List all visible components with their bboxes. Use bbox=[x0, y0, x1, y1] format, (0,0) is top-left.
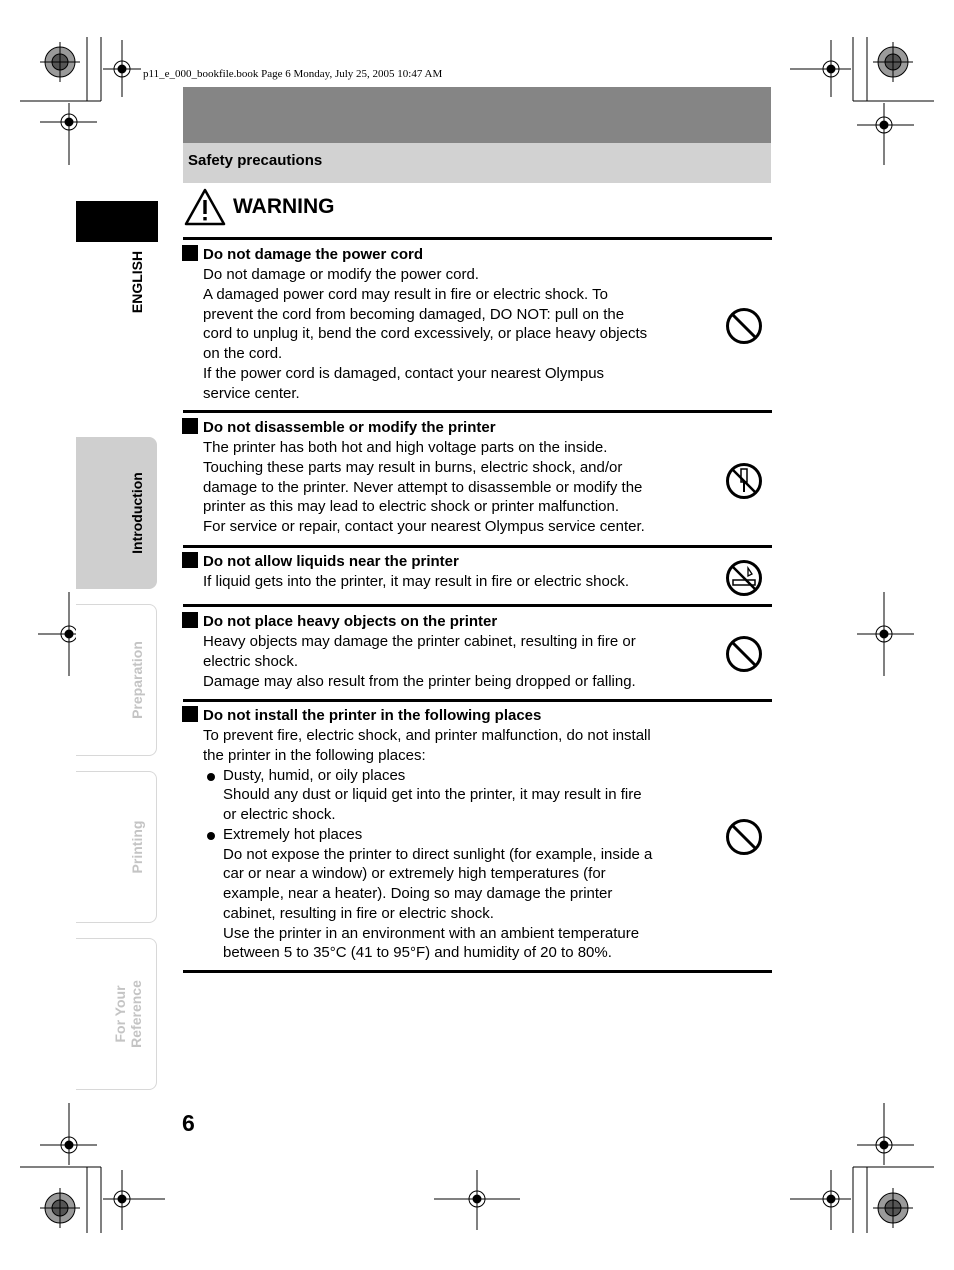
tab-preparation[interactable] bbox=[76, 604, 157, 756]
no-liquids-icon bbox=[724, 558, 764, 598]
no-disassembly-icon bbox=[724, 461, 764, 501]
body-line: The printer has both hot and high voltage parts on the inside. bbox=[203, 439, 608, 456]
bullet-square bbox=[182, 245, 198, 261]
body-line: Do not damage or modify the power cord. bbox=[203, 266, 479, 283]
body-line: A damaged power cord may result in fire or electric shock. To bbox=[203, 285, 608, 303]
tab-printing-label: Printing bbox=[129, 820, 145, 874]
item-title: Do not disassemble or modify the printer bbox=[203, 419, 496, 436]
file-header: p11_e_000_bookfile.book Page 6 Monday, July 25, 2005 10:47 AM bbox=[143, 68, 443, 80]
divider bbox=[183, 970, 772, 973]
bullet-label: Dusty, humid, or oily places bbox=[223, 766, 406, 784]
bullet-desc bbox=[223, 845, 682, 964]
body-line: Do not expose the printer to direct sunlight (for example, inside a bbox=[223, 845, 653, 863]
item-title: Do not place heavy objects on the printer bbox=[203, 613, 498, 630]
list-item bbox=[203, 766, 682, 786]
divider bbox=[183, 699, 772, 702]
divider bbox=[183, 410, 772, 413]
body-line: cord to unplug it, bend the cord excessively, or place heavy objects bbox=[203, 325, 648, 343]
body-line: or electric shock. bbox=[223, 806, 336, 823]
item-body bbox=[203, 265, 682, 403]
body-line: the printer in the following places: bbox=[203, 746, 426, 764]
warning-item-power-cord bbox=[182, 245, 682, 403]
item-body bbox=[203, 726, 682, 766]
section-title: Safety precautions bbox=[188, 152, 323, 169]
bullet-square bbox=[182, 418, 198, 434]
body-line: For service or repair, contact your nearest Olympus service center. bbox=[203, 518, 645, 535]
tab-reference-label-line2: Reference bbox=[128, 980, 144, 1048]
body-line: Touching these parts may result in burns, electric shock, and/or bbox=[203, 458, 623, 476]
body-line: car or near a window) or extremely high temperatures (for bbox=[223, 865, 606, 883]
tab-introduction[interactable] bbox=[76, 437, 157, 589]
divider bbox=[183, 604, 772, 607]
body-line: between 5 to 35°C (41 to 95°F) and humidity of 20 to 80%. bbox=[223, 944, 612, 962]
body-line: cabinet, resulting in fire or electric shock. bbox=[223, 904, 494, 922]
bullet-label: Extremely hot places bbox=[223, 825, 363, 843]
tab-printing[interactable] bbox=[76, 771, 157, 923]
divider bbox=[183, 545, 772, 548]
language-label: ENGLISH bbox=[129, 250, 145, 314]
bullet-square bbox=[182, 612, 198, 628]
item-title: Do not allow liquids near the printer bbox=[203, 553, 459, 570]
item-title: Do not install the printer in the following places bbox=[203, 707, 542, 724]
body-line: Use the printer in an environment with an ambient temperature bbox=[223, 924, 640, 942]
body-line: prevent the cord from becoming damaged, DO NOT: pull on the bbox=[203, 305, 625, 323]
bullet-dot bbox=[207, 832, 215, 840]
warning-item-disassemble bbox=[182, 418, 682, 537]
bullet-desc bbox=[223, 785, 682, 825]
warning-item-install-places bbox=[182, 706, 682, 963]
bullet-list bbox=[203, 766, 682, 964]
item-body bbox=[203, 438, 682, 537]
warning-triangle-icon bbox=[184, 188, 226, 226]
body-line: example, near a heater). Doing so may damage the printer bbox=[223, 885, 613, 902]
body-line: service center. bbox=[203, 384, 300, 402]
tab-reference-label-line1: For Your bbox=[112, 985, 128, 1043]
header-band bbox=[183, 87, 771, 143]
body-line: Should any dust or liquid get into the printer, it may result in fire bbox=[223, 786, 642, 804]
tab-preparation-label: Preparation bbox=[129, 641, 145, 719]
divider bbox=[183, 237, 772, 240]
prohibition-icon bbox=[724, 634, 764, 674]
body-line: Heavy objects may damage the printer cabinet, resulting in fire or bbox=[203, 633, 636, 650]
body-line: electric shock. bbox=[203, 652, 299, 670]
tab-introduction-label: Introduction bbox=[129, 472, 145, 554]
warning-item-liquids bbox=[182, 552, 682, 592]
page-number: 6 bbox=[182, 1110, 195, 1136]
body-line: Damage may also result from the printer being dropped or falling. bbox=[203, 672, 636, 690]
body-line: on the cord. bbox=[203, 345, 283, 362]
tab-reference-label bbox=[112, 980, 144, 1048]
bullet-square bbox=[182, 706, 198, 722]
bullet-square bbox=[182, 552, 198, 568]
tab-reference[interactable] bbox=[76, 938, 157, 1090]
item-body bbox=[203, 632, 682, 691]
body-line: If liquid gets into the printer, it may result in fire or electric shock. bbox=[203, 573, 630, 590]
prohibition-icon bbox=[724, 817, 764, 857]
language-tab-block bbox=[76, 201, 158, 242]
body-line: If the power cord is damaged, contact your nearest Olympus bbox=[203, 364, 605, 382]
warning-item-heavy-objects bbox=[182, 612, 682, 691]
item-title: Do not damage the power cord bbox=[203, 246, 424, 263]
body-line: damage to the printer. Never attempt to disassemble or modify the bbox=[203, 478, 643, 496]
warning-title: WARNING bbox=[233, 195, 335, 218]
bullet-dot bbox=[207, 773, 215, 781]
list-item bbox=[203, 825, 682, 845]
body-line: printer as this may lead to electric shock or printer malfunction. bbox=[203, 498, 620, 516]
body-line: To prevent fire, electric shock, and printer malfunction, do not install bbox=[203, 727, 651, 744]
item-body bbox=[203, 572, 682, 592]
prohibition-icon bbox=[724, 306, 764, 346]
